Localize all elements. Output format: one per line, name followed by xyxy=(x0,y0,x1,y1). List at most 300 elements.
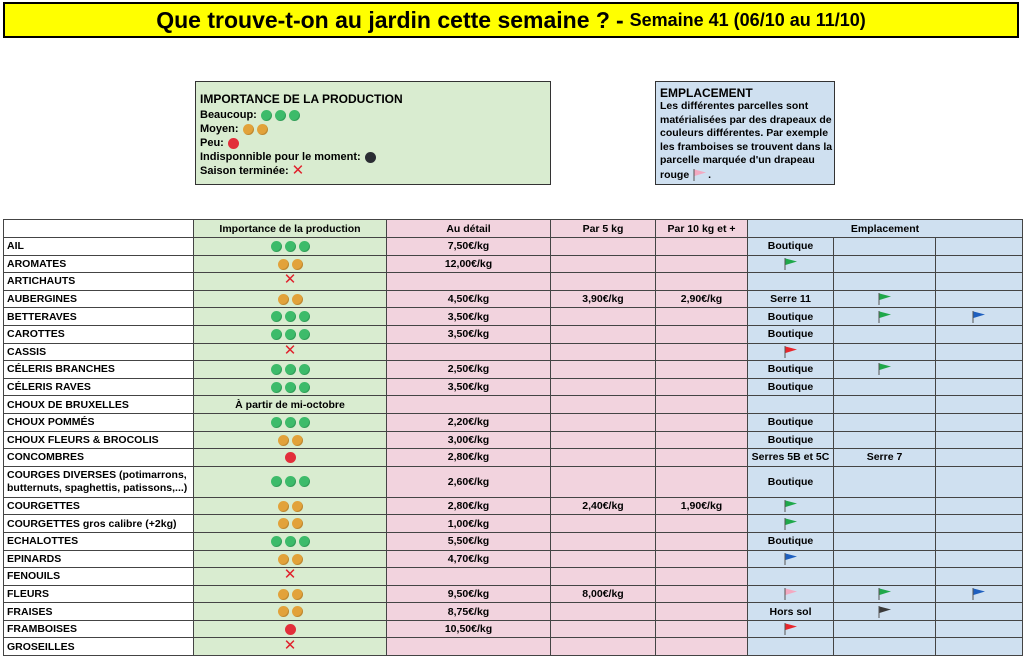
location-label: Boutique xyxy=(767,416,814,429)
location-cell xyxy=(936,603,1023,621)
production-level xyxy=(194,273,387,291)
table-row xyxy=(4,413,1023,431)
location-cell xyxy=(936,550,1023,568)
price-per-10kg xyxy=(656,431,748,449)
product-name: AROMATES xyxy=(4,255,194,273)
orange-dot-icon xyxy=(292,294,303,305)
location-cell xyxy=(936,378,1023,396)
production-level xyxy=(194,378,387,396)
price-per-10kg xyxy=(656,308,748,326)
price-per-5kg xyxy=(551,361,656,379)
production-level xyxy=(194,532,387,550)
retail-price xyxy=(387,343,551,361)
table-row xyxy=(4,325,1023,343)
production-level xyxy=(194,238,387,256)
production-level xyxy=(194,515,387,533)
retail-price: 4,50€/kg xyxy=(387,290,551,308)
green-dot-icon xyxy=(285,382,296,393)
production-level xyxy=(194,466,387,497)
price-per-10kg xyxy=(656,638,748,656)
table-row xyxy=(4,550,1023,568)
table-row xyxy=(4,603,1023,621)
green-dot-icon xyxy=(299,241,310,252)
green-dot-icon xyxy=(285,417,296,428)
green-dot-icon xyxy=(285,241,296,252)
production-level xyxy=(194,620,387,638)
location-cell xyxy=(748,431,834,449)
table-row xyxy=(4,515,1023,533)
page-title: Que trouve-t-on au jardin cette semaine ? xyxy=(156,6,610,33)
table-body xyxy=(4,238,1023,656)
location-cell xyxy=(834,603,936,621)
green-dot-icon xyxy=(299,382,310,393)
product-name: COURGETTES xyxy=(4,497,194,515)
location-cell xyxy=(936,361,1023,379)
table-row xyxy=(4,273,1023,291)
price-per-10kg xyxy=(656,466,748,497)
legend-item xyxy=(200,164,546,178)
location-info-line: parcelle marquée d'un drapeau xyxy=(660,154,815,166)
legend-item-symbols xyxy=(242,124,270,135)
title-banner xyxy=(3,2,1019,38)
location-label: Boutique xyxy=(767,363,814,376)
retail-price: 2,20€/kg xyxy=(387,413,551,431)
red-dot-icon xyxy=(228,138,239,149)
orange-dot-icon xyxy=(278,259,289,270)
orange-dot-icon xyxy=(257,124,268,135)
price-per-10kg xyxy=(656,620,748,638)
red-cross-icon: ✕ xyxy=(291,162,305,179)
location-cell xyxy=(834,325,936,343)
production-level xyxy=(194,449,387,467)
retail-price: 1,00€/kg xyxy=(387,515,551,533)
price-per-5kg xyxy=(551,255,656,273)
location-cell xyxy=(748,620,834,638)
location-label: Boutique xyxy=(767,433,814,446)
product-name: COURGETTES gros calibre (+2kg) xyxy=(4,515,194,533)
green-dot-icon xyxy=(271,417,282,428)
product-name: AIL xyxy=(4,238,194,256)
price-per-5kg xyxy=(551,413,656,431)
product-name: CASSIS xyxy=(4,343,194,361)
product-name: ARTICHAUTS xyxy=(4,273,194,291)
retail-price: 2,60€/kg xyxy=(387,466,551,497)
product-name: EPINARDS xyxy=(4,550,194,568)
table-row xyxy=(4,308,1023,326)
location-info-line: les framboises se trouvent dans la xyxy=(660,140,833,153)
green-dot-icon xyxy=(271,241,282,252)
price-per-5kg xyxy=(551,431,656,449)
location-cell xyxy=(748,568,834,586)
location-cell xyxy=(834,396,936,414)
header-importance: Importance de la production xyxy=(194,220,387,238)
product-name: FRAMBOISES xyxy=(4,620,194,638)
retail-price: 10,50€/kg xyxy=(387,620,551,638)
location-info-box xyxy=(655,81,835,185)
price-per-10kg xyxy=(656,343,748,361)
legend-item-symbols xyxy=(291,162,305,179)
product-name: CÉLERIS RAVES xyxy=(4,378,194,396)
location-cell xyxy=(748,550,834,568)
orange-dot-icon xyxy=(278,589,289,600)
price-per-5kg xyxy=(551,568,656,586)
product-name: BETTERAVES xyxy=(4,308,194,326)
location-label: Boutique xyxy=(767,240,814,253)
red-cross-icon: ✕ xyxy=(283,343,297,359)
green-dot-icon xyxy=(285,311,296,322)
green-flag-icon xyxy=(783,517,799,531)
orange-dot-icon xyxy=(292,435,303,446)
header-blank xyxy=(4,220,194,238)
legend-item-symbols xyxy=(260,110,302,121)
location-cell xyxy=(748,255,834,273)
location-cell xyxy=(834,620,936,638)
green-flag-icon xyxy=(783,257,799,271)
location-cell xyxy=(936,396,1023,414)
green-dot-icon xyxy=(299,536,310,547)
price-per-5kg xyxy=(551,396,656,414)
price-per-10kg xyxy=(656,532,748,550)
location-cell xyxy=(936,431,1023,449)
legend-list xyxy=(200,108,546,178)
location-info-title: EMPLACEMENT xyxy=(660,86,753,100)
production-level xyxy=(194,325,387,343)
location-cell xyxy=(834,308,936,326)
location-info-line: Les différentes parcelles sont xyxy=(660,100,809,112)
location-cell xyxy=(834,255,936,273)
legend-item-label: Peu: xyxy=(200,137,224,149)
pink-flag-icon xyxy=(783,587,799,601)
price-per-10kg xyxy=(656,255,748,273)
price-per-5kg xyxy=(551,620,656,638)
orange-dot-icon xyxy=(278,501,289,512)
price-per-10kg xyxy=(656,449,748,467)
location-cell xyxy=(834,431,936,449)
location-cell xyxy=(834,497,936,515)
location-cell xyxy=(834,290,936,308)
orange-dot-icon xyxy=(292,606,303,617)
retail-price: 3,00€/kg xyxy=(387,431,551,449)
location-cell xyxy=(834,532,936,550)
table-row xyxy=(4,290,1023,308)
table-row xyxy=(4,343,1023,361)
retail-price: 2,80€/kg xyxy=(387,449,551,467)
price-per-10kg xyxy=(656,361,748,379)
location-info-line: rouge xyxy=(660,168,690,181)
header-per5: Par 5 kg xyxy=(551,220,656,238)
price-per-5kg: 3,90€/kg xyxy=(551,290,656,308)
table-row xyxy=(4,361,1023,379)
green-dot-icon xyxy=(271,364,282,375)
price-per-10kg xyxy=(656,325,748,343)
location-cell xyxy=(748,497,834,515)
price-per-10kg xyxy=(656,603,748,621)
green-dot-icon xyxy=(275,110,286,121)
green-flag-icon xyxy=(877,362,893,376)
legend-item-symbols xyxy=(364,152,378,163)
production-level xyxy=(194,361,387,379)
location-cell xyxy=(936,273,1023,291)
retail-price: 5,50€/kg xyxy=(387,532,551,550)
location-cell xyxy=(748,638,834,656)
green-dot-icon xyxy=(271,329,282,340)
production-level xyxy=(194,343,387,361)
price-per-5kg xyxy=(551,638,656,656)
location-cell xyxy=(748,343,834,361)
blue-flag-icon xyxy=(971,587,987,601)
table-row xyxy=(4,532,1023,550)
price-per-10kg xyxy=(656,378,748,396)
green-dot-icon xyxy=(271,311,282,322)
green-dot-icon xyxy=(299,311,310,322)
blue-flag-icon xyxy=(971,310,987,324)
orange-dot-icon xyxy=(278,554,289,565)
red-dot-icon xyxy=(285,624,296,635)
retail-price: 4,70€/kg xyxy=(387,550,551,568)
location-cell xyxy=(834,361,936,379)
product-name: CÉLERIS BRANCHES xyxy=(4,361,194,379)
product-name: CHOUX DE BRUXELLES xyxy=(4,396,194,414)
production-level xyxy=(194,568,387,586)
green-flag-icon xyxy=(877,587,893,601)
location-cell xyxy=(936,449,1023,467)
red-cross-icon: ✕ xyxy=(283,272,297,289)
legend-item-label: Saison terminée: xyxy=(200,165,289,177)
location-label: Boutique xyxy=(767,310,814,323)
product-name: ECHALOTTES xyxy=(4,532,194,550)
production-level xyxy=(194,638,387,656)
location-label: Boutique xyxy=(767,535,814,548)
location-label: Boutique xyxy=(767,475,814,488)
production-level xyxy=(194,413,387,431)
production-level xyxy=(194,308,387,326)
retail-price: 7,50€/kg xyxy=(387,238,551,256)
orange-dot-icon xyxy=(278,294,289,305)
location-cell xyxy=(834,273,936,291)
table-row xyxy=(4,396,1023,414)
table-row xyxy=(4,255,1023,273)
price-per-5kg xyxy=(551,273,656,291)
produce-table xyxy=(3,219,1023,656)
location-cell xyxy=(748,325,834,343)
table-header-row xyxy=(4,220,1023,238)
location-cell xyxy=(748,585,834,603)
orange-dot-icon xyxy=(243,124,254,135)
location-cell xyxy=(936,325,1023,343)
price-per-5kg: 8,00€/kg xyxy=(551,585,656,603)
price-per-5kg xyxy=(551,515,656,533)
header-per10: Par 10 kg et + xyxy=(656,220,748,238)
green-flag-icon xyxy=(783,499,799,513)
orange-dot-icon xyxy=(292,501,303,512)
location-label: Serres 5B et 5C xyxy=(751,451,830,464)
legend-item-label: Moyen: xyxy=(200,123,239,135)
location-cell xyxy=(834,638,936,656)
price-per-5kg xyxy=(551,603,656,621)
table-row xyxy=(4,585,1023,603)
product-name: AUBERGINES xyxy=(4,290,194,308)
green-dot-icon xyxy=(271,476,282,487)
green-dot-icon xyxy=(299,417,310,428)
price-per-5kg: 2,40€/kg xyxy=(551,497,656,515)
location-label: Serre 7 xyxy=(866,451,903,464)
retail-price: 2,50€/kg xyxy=(387,361,551,379)
production-level xyxy=(194,290,387,308)
price-per-5kg xyxy=(551,449,656,467)
location-cell xyxy=(936,290,1023,308)
red-flag-icon xyxy=(783,622,799,636)
price-per-10kg xyxy=(656,413,748,431)
price-per-10kg xyxy=(656,585,748,603)
green-dot-icon xyxy=(271,536,282,547)
retail-price: 3,50€/kg xyxy=(387,325,551,343)
location-cell xyxy=(748,532,834,550)
title-separator: - xyxy=(615,6,624,33)
production-level xyxy=(194,255,387,273)
price-per-5kg xyxy=(551,308,656,326)
table-row xyxy=(4,638,1023,656)
location-cell xyxy=(748,308,834,326)
orange-dot-icon xyxy=(278,606,289,617)
product-name: FLEURS xyxy=(4,585,194,603)
table-row xyxy=(4,449,1023,467)
legend-item xyxy=(200,122,546,136)
green-flag-icon xyxy=(877,310,893,324)
red-cross-icon: ✕ xyxy=(283,637,297,654)
location-cell xyxy=(834,413,936,431)
header-retail: Au détail xyxy=(387,220,551,238)
location-cell xyxy=(936,413,1023,431)
orange-dot-icon xyxy=(278,518,289,529)
availability-note: À partir de mi-octobre xyxy=(235,398,345,411)
location-cell xyxy=(748,396,834,414)
green-dot-icon xyxy=(299,476,310,487)
location-cell xyxy=(748,378,834,396)
product-name: CAROTTES xyxy=(4,325,194,343)
header-location: Emplacement xyxy=(748,220,1023,238)
legend-title: IMPORTANCE DE LA PRODUCTION xyxy=(200,92,403,106)
location-cell xyxy=(834,515,936,533)
location-label: Serre 11 xyxy=(770,293,811,306)
location-cell xyxy=(748,273,834,291)
price-per-10kg xyxy=(656,273,748,291)
price-per-5kg xyxy=(551,325,656,343)
location-cell xyxy=(834,466,936,497)
location-cell xyxy=(834,378,936,396)
legend-item-label: Beaucoup: xyxy=(200,109,257,121)
table-row xyxy=(4,620,1023,638)
orange-dot-icon xyxy=(278,435,289,446)
production-level xyxy=(194,497,387,515)
location-cell xyxy=(748,466,834,497)
orange-dot-icon xyxy=(292,554,303,565)
retail-price: 2,80€/kg xyxy=(387,497,551,515)
location-cell xyxy=(834,343,936,361)
table-row xyxy=(4,568,1023,586)
product-name: COURGES DIVERSES (potimarrons, butternuts, spaghettis, patissons,...) xyxy=(4,466,194,497)
location-cell xyxy=(834,585,936,603)
location-info-line: matérialisées par des drapeaux de xyxy=(660,113,832,126)
location-cell xyxy=(748,603,834,621)
price-per-10kg xyxy=(656,515,748,533)
price-per-10kg xyxy=(656,550,748,568)
week-subtitle: Semaine 41 (06/10 au 11/10) xyxy=(629,9,866,30)
orange-dot-icon xyxy=(292,589,303,600)
retail-price: 8,75€/kg xyxy=(387,603,551,621)
table-row xyxy=(4,431,1023,449)
price-per-5kg xyxy=(551,343,656,361)
product-name: FENOUILS xyxy=(4,568,194,586)
price-per-5kg xyxy=(551,466,656,497)
price-per-10kg xyxy=(656,238,748,256)
price-per-10kg: 2,90€/kg xyxy=(656,290,748,308)
location-cell xyxy=(834,550,936,568)
location-cell xyxy=(936,568,1023,586)
product-name: GROSEILLES xyxy=(4,638,194,656)
legend-item-label: Indisponnible pour le moment: xyxy=(200,151,361,163)
legend-item xyxy=(200,136,546,150)
retail-price xyxy=(387,638,551,656)
location-cell xyxy=(748,449,834,467)
legend-item xyxy=(200,108,546,122)
retail-price: 12,00€/kg xyxy=(387,255,551,273)
product-name: CONCOMBRES xyxy=(4,449,194,467)
product-name: FRAISES xyxy=(4,603,194,621)
table-row xyxy=(4,466,1023,497)
location-cell xyxy=(936,620,1023,638)
orange-dot-icon xyxy=(292,518,303,529)
green-dot-icon xyxy=(299,364,310,375)
location-cell xyxy=(936,255,1023,273)
price-per-10kg xyxy=(656,568,748,586)
table-row xyxy=(4,378,1023,396)
location-cell xyxy=(748,290,834,308)
product-name: CHOUX FLEURS & BROCOLIS xyxy=(4,431,194,449)
location-cell xyxy=(748,361,834,379)
location-cell xyxy=(936,466,1023,497)
location-cell xyxy=(748,238,834,256)
orange-dot-icon xyxy=(292,259,303,270)
green-dot-icon xyxy=(285,536,296,547)
black-dot-icon xyxy=(365,152,376,163)
price-per-5kg xyxy=(551,378,656,396)
green-dot-icon xyxy=(285,329,296,340)
legend-item xyxy=(200,150,546,164)
location-label: Boutique xyxy=(767,328,814,341)
retail-price xyxy=(387,396,551,414)
black-flag-icon xyxy=(877,605,893,619)
location-cell xyxy=(936,308,1023,326)
location-info-line: couleurs différentes. Par exemple xyxy=(660,127,829,139)
retail-price: 9,50€/kg xyxy=(387,585,551,603)
location-cell xyxy=(834,449,936,467)
location-cell xyxy=(936,515,1023,533)
legend-item-symbols xyxy=(227,138,241,149)
location-cell xyxy=(936,238,1023,256)
retail-price: 3,50€/kg xyxy=(387,378,551,396)
table-row xyxy=(4,497,1023,515)
location-info-end: . xyxy=(708,168,712,181)
price-per-5kg xyxy=(551,238,656,256)
production-level xyxy=(194,396,387,414)
blue-flag-icon xyxy=(783,552,799,566)
price-per-10kg: 1,90€/kg xyxy=(656,497,748,515)
retail-price xyxy=(387,273,551,291)
location-cell xyxy=(834,568,936,586)
production-level xyxy=(194,431,387,449)
retail-price: 3,50€/kg xyxy=(387,308,551,326)
location-cell xyxy=(748,515,834,533)
